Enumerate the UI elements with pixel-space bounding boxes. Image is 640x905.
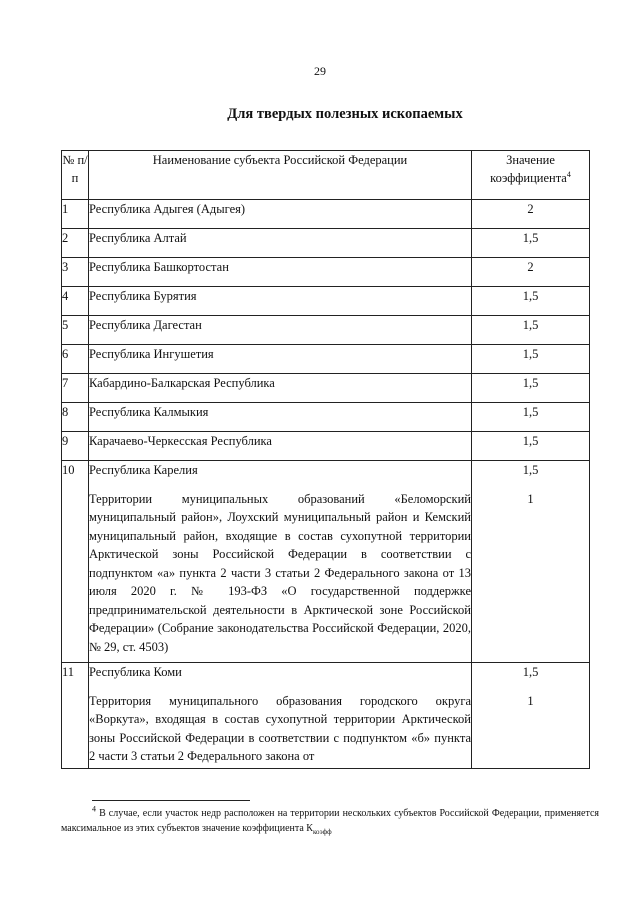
table-row (62, 374, 590, 403)
row-value (472, 461, 590, 663)
row-value: 1,5 (472, 316, 590, 345)
header-value-label: Значение коэффициента (490, 153, 567, 185)
header-num: № п/п (62, 151, 89, 200)
row-region-name: Республика Карелия (89, 463, 198, 477)
row-num: 7 (62, 374, 89, 403)
row-subterritory-text: Территории муниципальных образований «Беломорский муниципальный район», Лоухский муниципальный район и Кемский муниципальный район, входящие в состав сухопутной территории Арктической зоны Российской Федерации в соответствии с подпунктом «а» пункта 2 части 3 статьи 2 Федерального закона от 13 июля 2020 г. № 193-ФЗ «О государственной поддержке предпринимательской деятельности в Арктической зоне Российской Федерации» (Собрание законодательства Российской Федерации, 2020, № 29, ст. 4503) (89, 491, 471, 654)
table-row (62, 287, 590, 316)
row-num: 11 (62, 663, 89, 769)
footnote-subscript: коэфф (312, 828, 332, 836)
table-row-10 (62, 461, 590, 663)
footnote-text: В случае, если участок недр расположен на территории нескольких субъектов Российской Федерации, применяется максимальное из этих субъектов значение коэффициента К (61, 808, 599, 834)
table-row (62, 432, 590, 461)
row-name: Республика Алтай (89, 229, 472, 258)
table-row (62, 258, 590, 287)
row-name (89, 461, 472, 663)
row-name: Кабардино-Балкарская Республика (89, 374, 472, 403)
row-name: Республика Ингушетия (89, 345, 472, 374)
row-num: 1 (62, 200, 89, 229)
footnote-separator (92, 800, 250, 801)
footnote-mark: 4 (92, 804, 96, 814)
row-value: 1,5 (472, 403, 590, 432)
row-num: 8 (62, 403, 89, 432)
footnote (61, 806, 599, 836)
row-name: Республика Башкортостан (89, 258, 472, 287)
table-row (62, 345, 590, 374)
row-name: Республика Бурятия (89, 287, 472, 316)
table-row (62, 403, 590, 432)
row-value: 2 (472, 200, 590, 229)
page-number: 29 (314, 64, 326, 78)
row-name (89, 663, 472, 769)
header-value (472, 151, 590, 200)
table-row (62, 200, 590, 229)
row-value: 2 (472, 258, 590, 287)
table-row (62, 229, 590, 258)
row-num: 6 (62, 345, 89, 374)
row-name: Республика Калмыкия (89, 403, 472, 432)
header-value-footnote-mark: 4 (566, 169, 571, 179)
row-region-name: Республика Коми (89, 665, 182, 679)
row-value: 1,5 (472, 374, 590, 403)
row-num: 5 (62, 316, 89, 345)
row-value: 1,5 (472, 432, 590, 461)
table-row (62, 316, 590, 345)
row-num: 10 (62, 461, 89, 663)
row-subterritory-value: 1 (527, 693, 534, 708)
row-region-value: 1,5 (522, 463, 539, 477)
row-value (472, 663, 590, 769)
row-subterritory-text: Территория муниципального образования городского округа «Воркута», входящая в состав сухопутной территории Арктической зоны Российской Федерации в соответствии с подпунктом «б» пункта 2 части 3 статьи 2 Федерального закона от (89, 693, 471, 763)
row-value: 1,5 (472, 287, 590, 316)
row-region-value: 1,5 (522, 665, 539, 679)
row-num: 9 (62, 432, 89, 461)
row-num: 4 (62, 287, 89, 316)
row-value: 1,5 (472, 229, 590, 258)
row-name: Карачаево-Черкесская Республика (89, 432, 472, 461)
header-name: Наименование субъекта Российской Федерации (89, 151, 472, 200)
coefficient-table (61, 150, 590, 769)
row-name: Республика Адыгея (Адыгея) (89, 200, 472, 229)
row-name: Республика Дагестан (89, 316, 472, 345)
table-header-row (62, 151, 590, 200)
row-num: 3 (62, 258, 89, 287)
row-subterritory-value: 1 (527, 491, 534, 506)
row-value: 1,5 (472, 345, 590, 374)
table-row-11 (62, 663, 590, 769)
row-num: 2 (62, 229, 89, 258)
section-heading: Для твердых полезных ископаемых (227, 106, 463, 122)
